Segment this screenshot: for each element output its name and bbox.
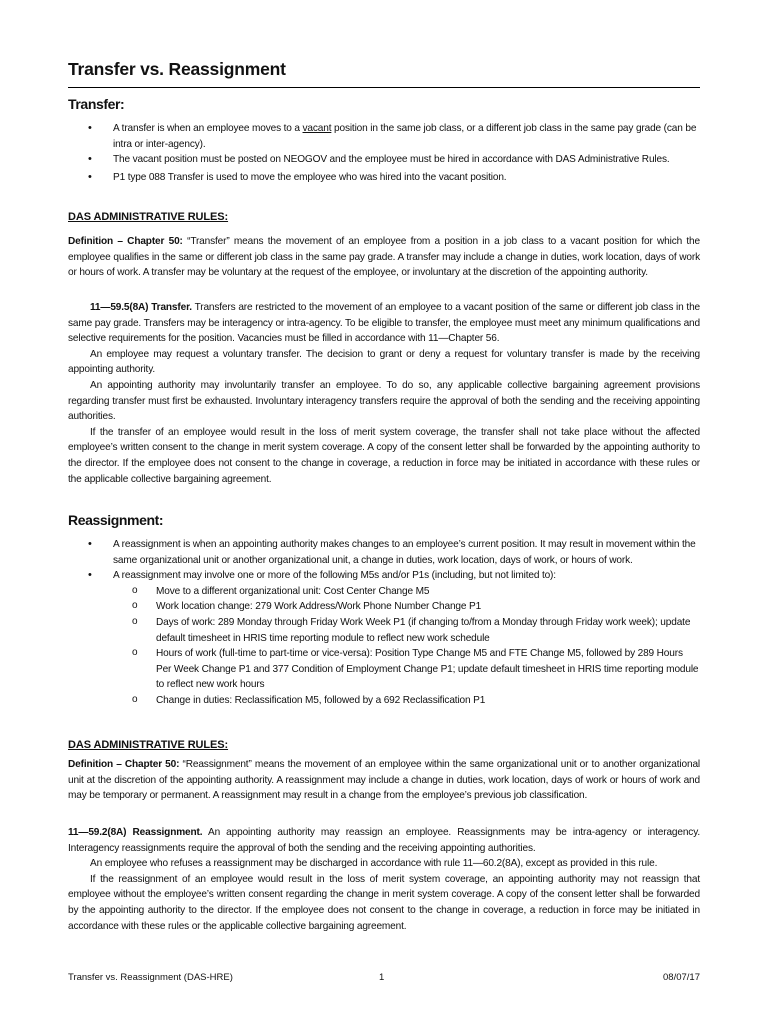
list-item — [68, 568, 700, 708]
sub-list-item: o Change in duties: Reclassification M5, followed by a 692 Reclassification P1 — [68, 693, 700, 709]
reassignment-bullet-2-text: A reassignment may involve one or more of the following M5s and/or P1s (including, but not limited to): — [113, 570, 556, 582]
footer-date: 08/07/17 — [663, 972, 700, 983]
footer-page-number: 1 — [379, 972, 385, 983]
page-title: Transfer vs. Reassignment — [68, 59, 286, 79]
reassignment-rule-label: 11—59.2(8A) Reassignment. — [68, 827, 203, 838]
vacant-term: vacant — [302, 123, 332, 134]
reassignment-paragraph-2: An employee who refuses a reassignment may be discharged in accordance with rule 11—60.2(8A), except as provided in this rule. — [90, 858, 658, 870]
transfer-definition — [68, 234, 700, 281]
transfer-rules-heading: DAS ADMINISTRATIVE RULES: — [68, 211, 229, 223]
transfer-definition-text: “Transfer” means the movement of an employee from a position in a job class to a vacant position for which the employee qualifies in the same or different job class in the same pay grade. A transfer may include a change in duties, work location, days of work or hours of work. A transfer may be voluntary at the request of the employee, or involuntary at the discretion of the appointing authority. — [68, 236, 700, 279]
transfer-rule-label: 11—59.5(8A) Transfer. — [90, 302, 192, 313]
list-item: • The vacant position must be posted on NEOGOV and the employee must be hired in accordance with DAS Administrative Rules. — [68, 152, 700, 168]
reassignment-paragraph-3: If the reassignment of an employee would result in the loss of merit system coverage, an appointing authority may not reassign that employee without the employee’s written consent regarding the change in merit system coverage. A copy of the consent letter shall be forwarded by the appointing authority to the director. If the employee does not consent to the change in coverage, a reduction in force may be initiated in accordance with these rules or the applicable collective bargaining agreement. — [68, 873, 700, 932]
reassignment-definition-text: “Reassignment” means the movement of an employee within the same organizational unit or to another organizational unit at the discretion of the appointing authority. A reassignment may include a change in duties, work location, days of work or hours of work and may be temporary or permanent. A reassignment may result in a change from the employee’s previous job classification. — [68, 759, 700, 802]
reassignment-heading: Reassignment: — [68, 512, 164, 528]
transfer-rule-text: Transfers are restricted to the movement of an employee to a vacant position of the same or different job class in the same pay grade. Transfers may be interagency or intra-agency. To be eligible to transfer, the employee must meet any minimum qualifications and selective requirements for the position. Vacancies must be filled in accordance with 11—Chapter 56. — [68, 302, 700, 345]
reassignment-rules-heading: DAS ADMINISTRATIVE RULES: — [68, 739, 229, 751]
reassignment-bullet-list — [68, 537, 700, 709]
list-item: • A reassignment is when an appointing authority makes changes to an employee’s current position. It may result in movement within the same organizational unit or another organizational unit, a change in duties, work location, days of work, or hours of work. — [68, 537, 700, 568]
list-item — [68, 121, 700, 152]
transfer-bullet-list — [68, 121, 700, 185]
transfer-bullet-1-pre: A transfer is when an employee moves to a — [113, 123, 303, 134]
reassignment-rule-text: An appointing authority may reassign an employee. Reassignments may be intra-agency or interagency. Interagency reassignments require the approval of both the sending and the receiving appointing authorities. — [68, 827, 701, 854]
sub-list-item: o Move to a different organizational unit: Cost Center Change M5 — [68, 584, 700, 600]
transfer-paragraph-4: If the transfer of an employee would result in the loss of merit system coverage, the transfer shall not take place without the affected employee’s written consent to the change in merit system coverage. A copy of the consent letter shall be forwarded by the appointing authority to the director. If the employee does not consent to the change in coverage, a reduction in force may be initiated in accordance with these rules or the applicable collective bargaining agreement. — [68, 426, 700, 485]
transfer-rule-block — [68, 300, 700, 487]
reassignment-definition-label: Definition – Chapter 50: — [68, 759, 180, 770]
footer-document-name: Transfer vs. Reassignment (DAS-HRE) — [68, 972, 233, 983]
list-item: • P1 type 088 Transfer is used to move the employee who was hired into the vacant position. — [68, 170, 700, 186]
transfer-paragraph-2: An employee may request a voluntary transfer. The decision to grant or deny a request for voluntary transfer is made by the receiving appointing authority. — [68, 348, 700, 376]
transfer-bullet-1-post: position in the same job class, or a different job class in the same pay grade (can be intra or inter-agency). — [113, 123, 697, 150]
sub-list-item: o Work location change: 279 Work Address/Work Phone Number Change P1 — [68, 599, 700, 615]
reassignment-rule-block — [68, 825, 700, 934]
transfer-heading: Transfer: — [68, 96, 125, 112]
reassignment-sub-list — [113, 584, 700, 709]
sub-list-item: o Days of work: 289 Monday through Friday Work Week P1 (if changing to/from a Monday through Friday work week); update default timesheet in HRIS time reporting module to reflect new work schedule — [68, 615, 700, 646]
reassignment-definition — [68, 757, 700, 804]
title-underline — [68, 87, 700, 88]
sub-list-item: o Hours of work (full-time to part-time or vice-versa): Position Type Change M5 and FTE Change M5, followed by 289 Hours Per Week Change P1 and 377 Condition of Employment Change P1; update default timesheet in HRIS time reporting module to reflect new work hours — [68, 646, 700, 693]
transfer-paragraph-3: An appointing authority may involuntarily transfer an employee. To do so, any applicable collective bargaining agreement provisions regarding transfer must first be exhausted. Involuntary interagency transfers require the approval of both the sending and the receiving appointing authorities. — [68, 379, 700, 423]
transfer-definition-label: Definition – Chapter 50: — [68, 236, 183, 247]
